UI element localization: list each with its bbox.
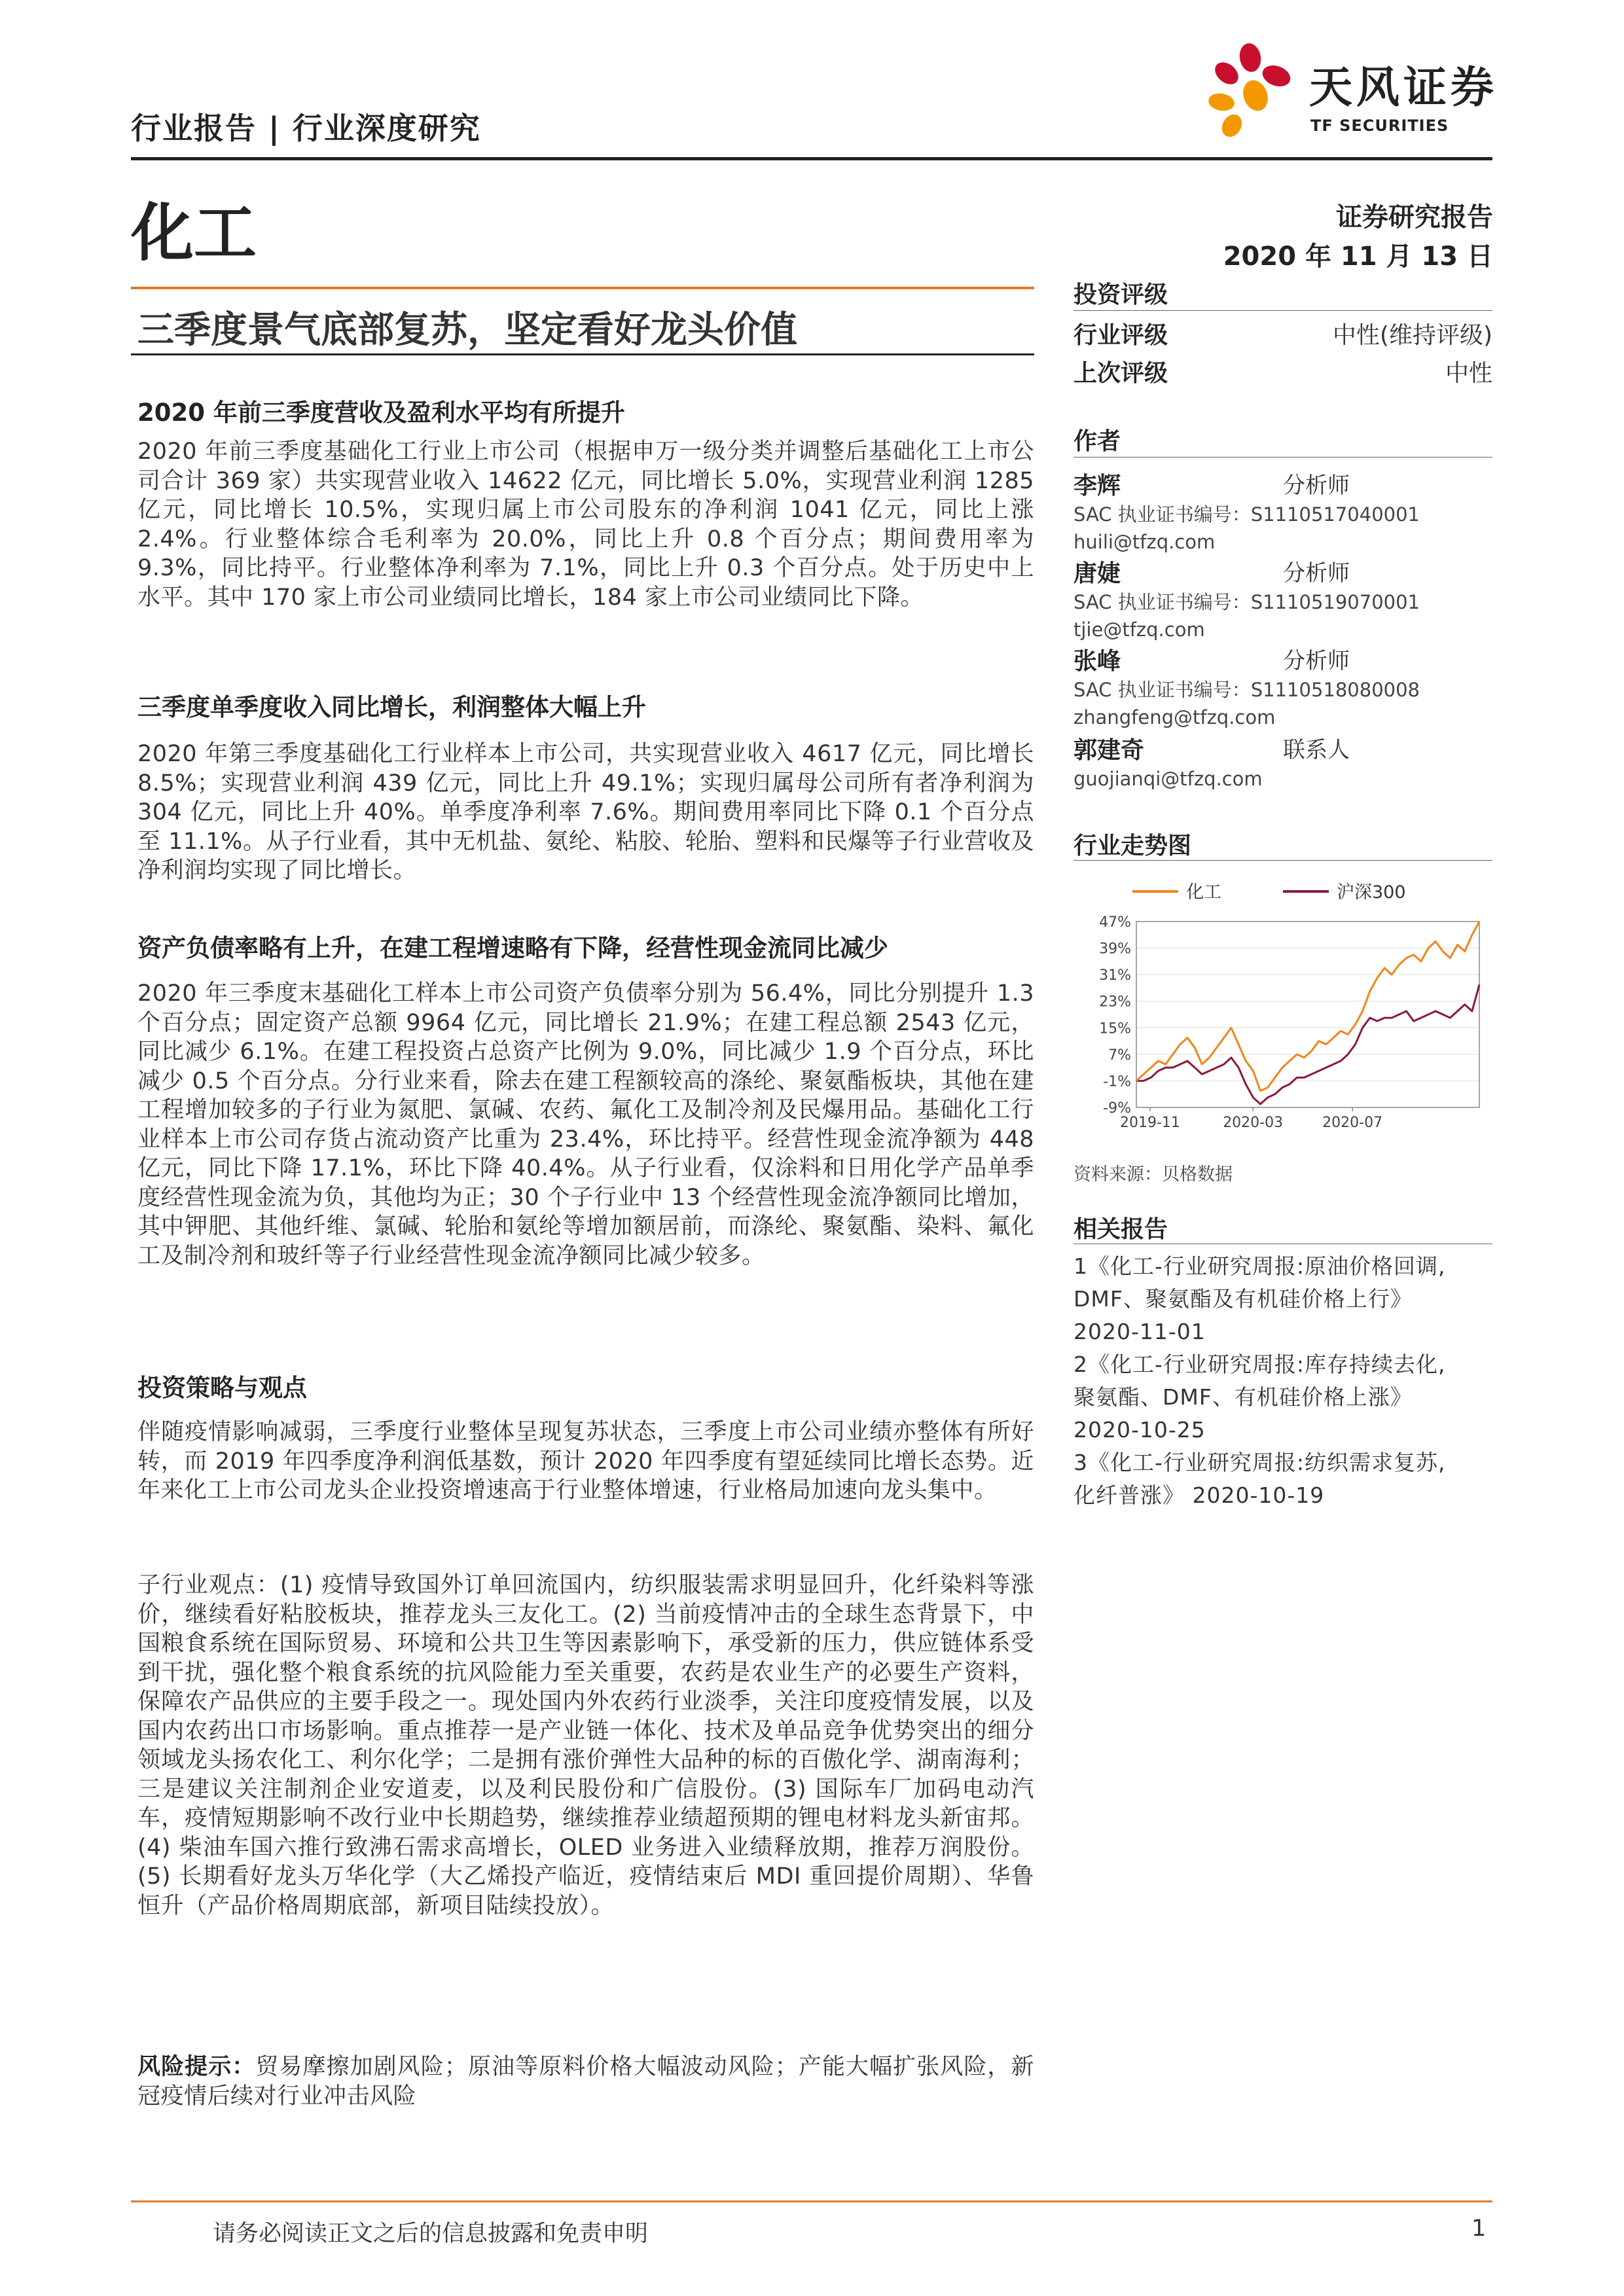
y-tick-label: -1%	[1103, 1073, 1131, 1090]
y-tick-label: 31%	[1099, 967, 1131, 984]
related-report-line: 2《化工-行业研究周报:库存持续去化,	[1074, 1352, 1446, 1377]
related-report-line: 3《化工-行业研究周报:纺织需求复苏,	[1074, 1450, 1446, 1475]
rating-row-previous	[1074, 355, 1492, 388]
rating-title: 投资评级	[1074, 281, 1168, 308]
author-role: 分析师	[1283, 648, 1350, 674]
logo-text: 天风证券	[1309, 62, 1498, 113]
y-tick-label: 47%	[1099, 914, 1131, 931]
related-report-1[interactable]	[1074, 1250, 1492, 1348]
author-card	[1074, 467, 1492, 556]
author-name: 张峰	[1074, 648, 1121, 675]
author-card	[1074, 555, 1492, 643]
section-paragraph-4b: 子行业观点：(1) 疫情导致国外订单回流国内，纺织服装需求明显回升，化纤染料等涨价，继续看好粘胶板块，推荐龙头三友化工。(2) 当前疫情冲击的全球生态背景下，中国粮食系统在国际贸易、环境和公共卫生等因素影响下，承受新的压力，供应链体系受到干扰，强化整个粮食系统的抗风险能力至关重要，农药是农业生产的必要生产资料，保障农产品供应的主要手段之一。现处国内外农药行业淡季，关注印度疫情发展，以及国内农药出口市场影响。重点推荐一是产业链一体化、技术及单品竞争优势突出的细分领域龙头扬农化工、利尔化学；二是拥有涨价弹性大品种的标的百傲化学、湖南海利；三是建议关注制剂企业安道麦，以及利民股份和广信股份。(3) 国际车厂加码电动汽车，疫情短期影响不改行业中长期趋势，继续推荐业绩超预期的锂电材料龙头新宙邦。(4) 柴油车国六推行致沸石需求高增长，OLED 业务进入业绩释放期，推荐万润股份。(5) 长期看好龙头万华化学（大乙烯投产临近，疫情结束后 MDI 重回提价周期）、华鲁恒升（产品价格周期底部，新项目陆续投放）。	[137, 1572, 1034, 1919]
author-role: 分析师	[1283, 473, 1350, 499]
title-bottom-divider	[131, 353, 1034, 355]
author-email[interactable]: huili@tfzq.com	[1074, 531, 1216, 553]
section-paragraph-4a: 伴随疫情影响减弱，三季度行业整体呈现复苏状态，三季度上市公司业绩亦整体有所好转，而 2019 年四季度净利润低基数，预计 2020 年四季度有望延续同比增长态势。近年来化工上市公司龙头企业投资增速高于行业整体增速，行业格局加速向龙头集中。	[137, 1419, 1034, 1503]
legend-label-chem: 化工	[1186, 882, 1221, 903]
page-number: 1	[1471, 2215, 1487, 2242]
rating-value: 中性(维持评级)	[1332, 322, 1492, 349]
related-report-date: 2020-10-25	[1074, 1417, 1206, 1443]
rating-label: 行业评级	[1074, 322, 1168, 349]
series-line-hs300	[1136, 984, 1479, 1104]
title-top-divider	[131, 287, 1034, 289]
section-paragraph-2: 2020 年第三季度基础化工行业样本上市公司，共实现营业收入 4617 亿元，同比增长 8.5%；实现营业利润 439 亿元，同比上升 49.1%；实现归属母公司所有者净利润为 304 亿元，同比上升 40%。单季度净利率 7.6%。期间费用率同比下降 0.1 个百分点至 11.1%。从子行业看，其中无机盐、氨纶、粘胶、轮胎、塑料和民爆等子行业营收及净利润均实现了同比增长。	[137, 741, 1034, 884]
author-email[interactable]: guojianqi@tfzq.com	[1074, 768, 1263, 790]
trend-title: 行业走势图	[1074, 833, 1192, 859]
section-paragraph-3: 2020 年三季度末基础化工样本上市公司资产负债率分别为 56.4%，同比分别提升 1.3 个百分点；固定资产总额 9964 亿元，同比增长 21.9%；在建工程总额 2543 亿元，同比减少 6.1%。在建工程投资占总资产比例为 9.0%，同比减少 1.9 个百分点，环比减少 0.5 个百分点。分行业来看，除去在建工程额较高的涤纶、聚氨酯板块，其他在建工程增加较多的子行业为氮肥、氯碱、农药、氟化工及制冷剂及民爆用品。基础化工行业样本上市公司存货占流动资产比重为 23.4%，环比持平。经营性现金流净额为 448 亿元，同比下降 17.1%，环比下降 40.4%。从子行业看，仅涂料和日用化学产品单季度经营性现金流为负，其他均为正；30 个子行业中 13 个经营性现金流净额同比增加，其中钾肥、其他纤维、氯碱、轮胎和氨纶等增加额居前，而涤纶、聚氨酯、染料、氟化工及制冷剂和玻纤等子行业经营性现金流净额同比减少较多。	[137, 980, 1034, 1269]
related-report-line: 化纤普涨》 2020-10-19	[1074, 1482, 1325, 1508]
y-tick-label: 39%	[1099, 941, 1131, 958]
x-tick-label: 2020-07	[1322, 1115, 1383, 1131]
x-tick-label: 2019-11	[1119, 1115, 1180, 1131]
risk-paragraph	[137, 2053, 1034, 2111]
related-title: 相关报告	[1074, 1216, 1168, 1243]
chart-source: 资料来源：贝格数据	[1074, 1164, 1233, 1185]
section-heading-3: 资产负债率略有上升，在建工程增速略有下降，经营性现金流同比减少	[137, 934, 888, 962]
x-tick-label: 2020-03	[1223, 1115, 1284, 1131]
y-tick-label: -9%	[1103, 1100, 1131, 1117]
report-kind: 证券研究报告	[1336, 202, 1493, 232]
rating-row-industry	[1074, 317, 1492, 350]
author-cert: SAC 执业证书编号：S1110517040001	[1074, 503, 1420, 526]
trend-divider	[1074, 860, 1492, 861]
author-email[interactable]: zhangfeng@tfzq.com	[1074, 706, 1276, 728]
author-header	[1074, 643, 1492, 676]
section-paragraph-1: 2020 年前三季度基础化工行业上市公司（根据申万一级分类并调整后基础化工上市公司合计 369 家）共实现营业收入 14622 亿元，同比增长 5.0%，实现营业利润 1285 亿元，同比增长 10.5%，实现归属上市公司股东的净利润 1041 亿元，同比上涨 2.4%。行业整体综合毛利率为 20.0%，同比上升 0.8 个百分点；期间费用率为 9.3%，同比持平。行业整体净利率为 7.1%，同比上升 0.3 个百分点。处于历史中上水平。其中 170 家上市公司业绩同比增长，184 家上市公司业绩同比下降。	[137, 439, 1034, 611]
author-email[interactable]: tjie@tfzq.com	[1074, 619, 1205, 641]
legend-label-hs300: 沪深300	[1337, 882, 1406, 903]
risk-text: 贸易摩擦加剧风险；原油等原料价格大幅波动风险；产能大幅扩张风险，新冠疫情后续对行业冲击风险	[137, 2054, 1034, 2109]
author-card	[1074, 643, 1492, 731]
related-report-2[interactable]	[1074, 1348, 1492, 1446]
related-report-line: DMF、聚氨酯及有机硅价格上行》	[1074, 1286, 1413, 1312]
series-line-chem	[1136, 922, 1479, 1091]
author-name: 李辉	[1074, 473, 1121, 499]
sector-title: 化工	[131, 196, 257, 270]
logo-text-en: TF SECURITIES	[1310, 117, 1449, 135]
risk-label: 风险提示：	[137, 2054, 256, 2080]
author-header	[1074, 467, 1492, 501]
related-report-line: 1《化工-行业研究周报:原油价格回调,	[1074, 1253, 1446, 1279]
author-header	[1074, 555, 1492, 588]
y-tick-label: 15%	[1099, 1020, 1131, 1037]
section-heading-2: 三季度单季度收入同比增长，利润整体大幅上升	[137, 693, 646, 721]
header-divider	[131, 157, 1492, 160]
footer-divider	[131, 2200, 1492, 2202]
author-name: 郭建奇	[1074, 737, 1145, 764]
authors-title: 作者	[1074, 428, 1121, 455]
author-role: 分析师	[1283, 560, 1350, 586]
related-report-3[interactable]	[1074, 1446, 1492, 1512]
report-date: 2020 年 11 月 13 日	[1223, 242, 1493, 272]
author-header	[1074, 732, 1492, 765]
author-role: 联系人	[1283, 737, 1350, 763]
rating-divider	[1074, 310, 1492, 311]
rating-label: 上次评级	[1074, 360, 1168, 387]
author-cert: SAC 执业证书编号：S1110518080008	[1074, 679, 1420, 701]
tf-logo-icon	[1203, 39, 1301, 144]
related-report-line: 聚氨酯、DMF、有机硅价格上涨》	[1074, 1384, 1413, 1410]
author-card	[1074, 732, 1492, 793]
author-cert: SAC 执业证书编号：S1110519070001	[1074, 591, 1420, 613]
main-title: 三季度景气底部复苏，坚定看好龙头价值	[137, 309, 797, 351]
section-heading-1: 2020 年前三季度营收及盈利水平均有所提升	[137, 399, 625, 427]
author-name: 唐婕	[1074, 560, 1121, 587]
y-tick-label: 7%	[1108, 1047, 1131, 1064]
trend-chart	[1074, 864, 1492, 1145]
y-tick-label: 23%	[1099, 994, 1131, 1011]
section-heading-4: 投资策略与观点	[137, 1374, 307, 1402]
report-type: 行业报告 | 行业深度研究	[131, 111, 481, 146]
footer-disclaimer: 请务必阅读正文之后的信息披露和免责申明	[213, 2221, 649, 2247]
rating-value: 中性	[1445, 360, 1492, 387]
related-report-date: 2020-11-01	[1074, 1319, 1206, 1344]
